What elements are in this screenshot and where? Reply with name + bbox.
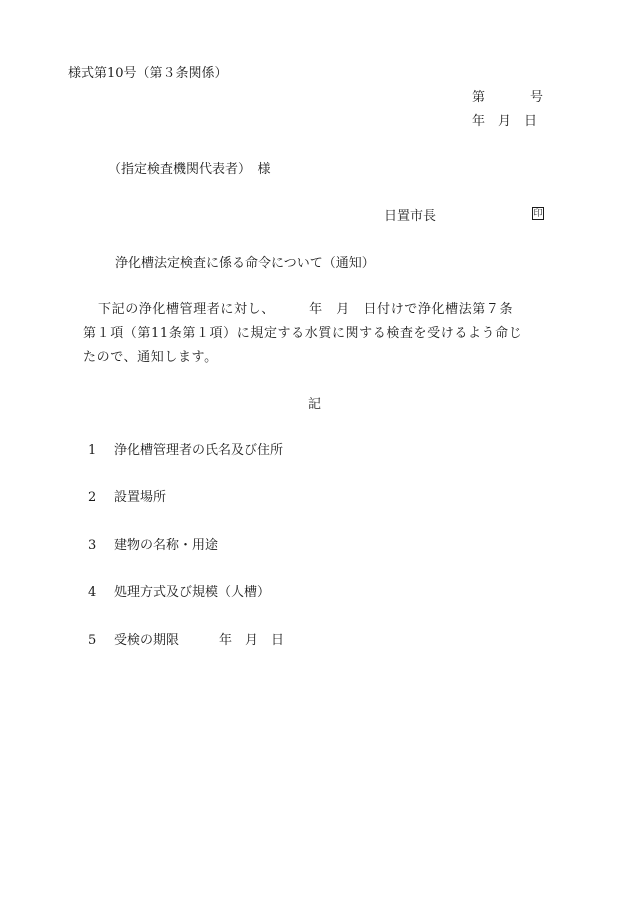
item-number: 5 [88,633,97,648]
document-subject: 浄化槽法定検査に係る命令について（通知） [115,256,375,271]
list-item [88,490,166,506]
item-label: 浄化槽管理者の氏名及び住所 [114,443,284,458]
item-number: 4 [88,585,97,600]
item-number: 3 [88,538,97,553]
list-item [88,443,283,459]
item-label: 建物の名称・用途 [114,538,219,553]
body-line: 第１項（第11条第１項）に規定する水質に関する検査を受けるよう命じ [83,326,523,341]
list-item [88,585,270,601]
document-body [83,298,573,370]
list-item [88,633,284,649]
item-number: 1 [88,443,97,458]
item-label: 処理方式及び規模（人槽） [114,585,271,600]
body-line: 下記の浄化槽管理者に対し、 年 月 日付けで浄化槽法第７条 [98,302,514,317]
addressee: （指定検査機関代表者） 様 [108,162,271,177]
item-label: 設置場所 [114,490,167,505]
document-date: 年 月 日 [472,114,538,129]
form-label: 様式第10号（第３条関係） [68,66,228,81]
ki-heading: 記 [308,397,322,412]
item-deadline-value: 年 月 日 [219,633,285,648]
seal-mark: 印 [533,209,543,219]
list-item [88,538,218,554]
document-number-suffix: 号 [530,90,544,105]
item-label: 受検の期限 [114,633,180,648]
body-line: たので、通知します。 [83,350,218,365]
document-number-prefix: 第 [472,90,486,105]
document-number [472,90,544,106]
sender-name: 日置市長 [384,209,437,224]
item-number: 2 [88,490,97,505]
